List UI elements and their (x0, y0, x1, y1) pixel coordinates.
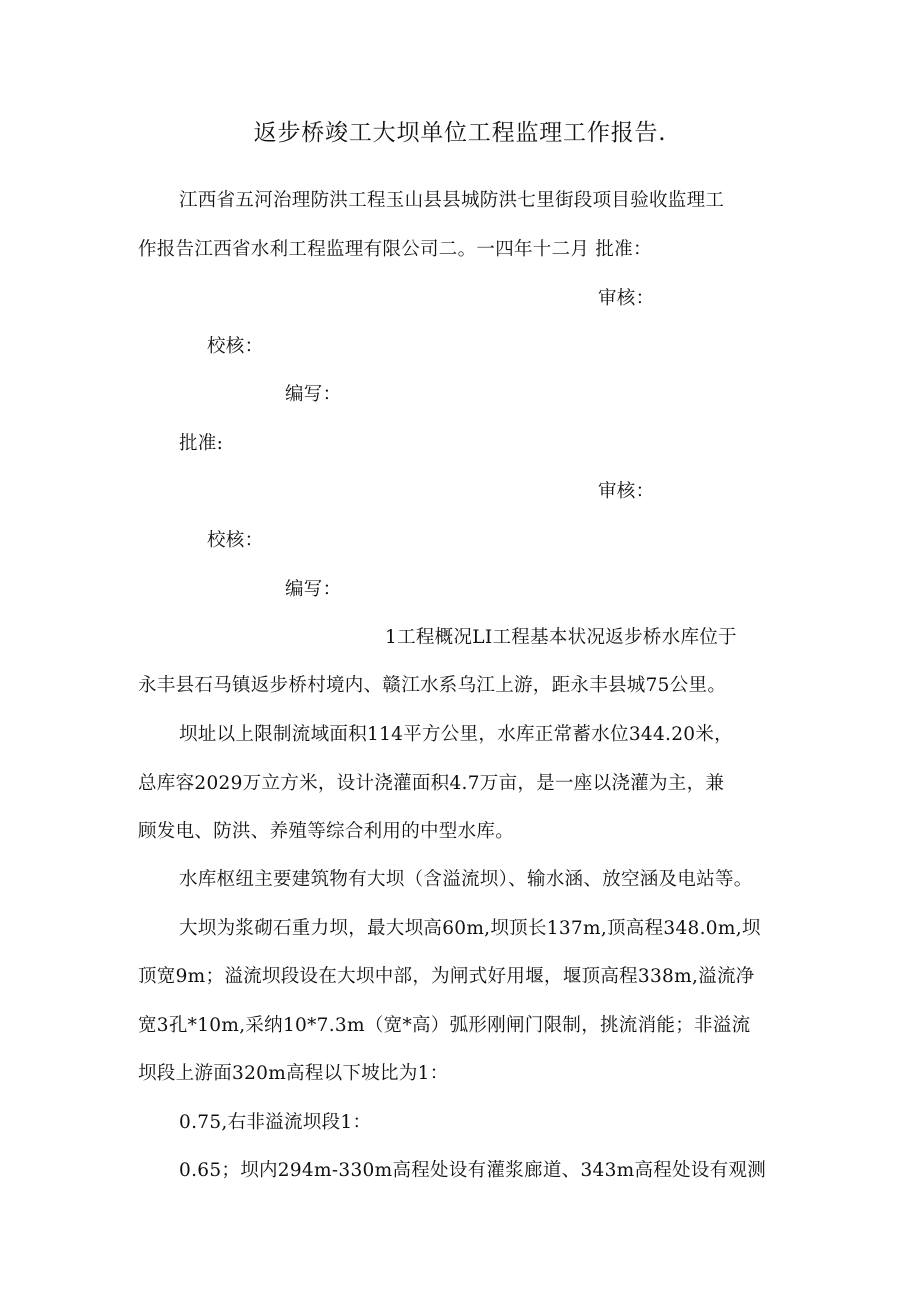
paragraph-line: 永丰县石马镇返步桥村境内、赣江水系乌江上游，距永丰县城75公里。 (138, 675, 727, 696)
signature-review-label: 审核： (598, 288, 655, 309)
paragraph-line: 大坝为浆砌石重力坝，最大坝高60m,坝顶长137m,顶高程348.0m,坝 (179, 918, 761, 939)
paragraph-line: 顶宽9m；溢流坝段设在大坝中部，为闸式好用堰，堰顶高程338m,溢流净 (138, 966, 755, 987)
signature-review-label: 审核： (598, 481, 655, 502)
paragraph-line: 1工程概况LI工程基本状况返步桥水库位于 (385, 627, 737, 648)
signature-check-label: 校核： (207, 530, 264, 551)
paragraph-line: 坝段上游面320m高程以下坡比为1： (138, 1063, 449, 1084)
paragraph-line: 0.75,右非溢流坝段1： (179, 1112, 372, 1133)
signature-check-label: 校核： (207, 336, 264, 357)
document-title: 返步桥竣工大坝单位工程监理工作报告. (253, 120, 667, 146)
paragraph-line: 0.65；坝内294m-330m高程处设有灌浆廊道、343m高程处设有观测 (179, 1160, 767, 1181)
paragraph-line: 宽3孔*10m,采纳10*7.3m（宽*高）弧形刚闸门限制，挑流消能；非溢流 (138, 1015, 751, 1036)
paragraph-line: 作报告江西省水利工程监理有限公司二。一四年十二月 批准： (138, 239, 652, 260)
paragraph-line: 总库容2029万立方米，设计浇灌面积4.7万亩，是一座以浇灌为主，兼 (138, 773, 725, 794)
signature-author-label: 编写： (285, 384, 342, 405)
paragraph-line: 坝址以上限制流域面积114平方公里，水库正常蓄水位344.20米， (179, 724, 733, 745)
signature-approve-label: 批准: (179, 433, 224, 454)
paragraph-line: 江西省五河治理防洪工程玉山县县城防洪七里街段项目验收监理工 (179, 190, 725, 211)
paragraph-line: 水库枢纽主要建筑物有大坝（含溢流坝）、输水涵、放空涵及电站等。 (179, 869, 753, 890)
signature-author-label: 编写： (285, 579, 342, 600)
paragraph-line: 顾发电、防洪、养殖等综合利用的中型水库。 (138, 821, 515, 842)
